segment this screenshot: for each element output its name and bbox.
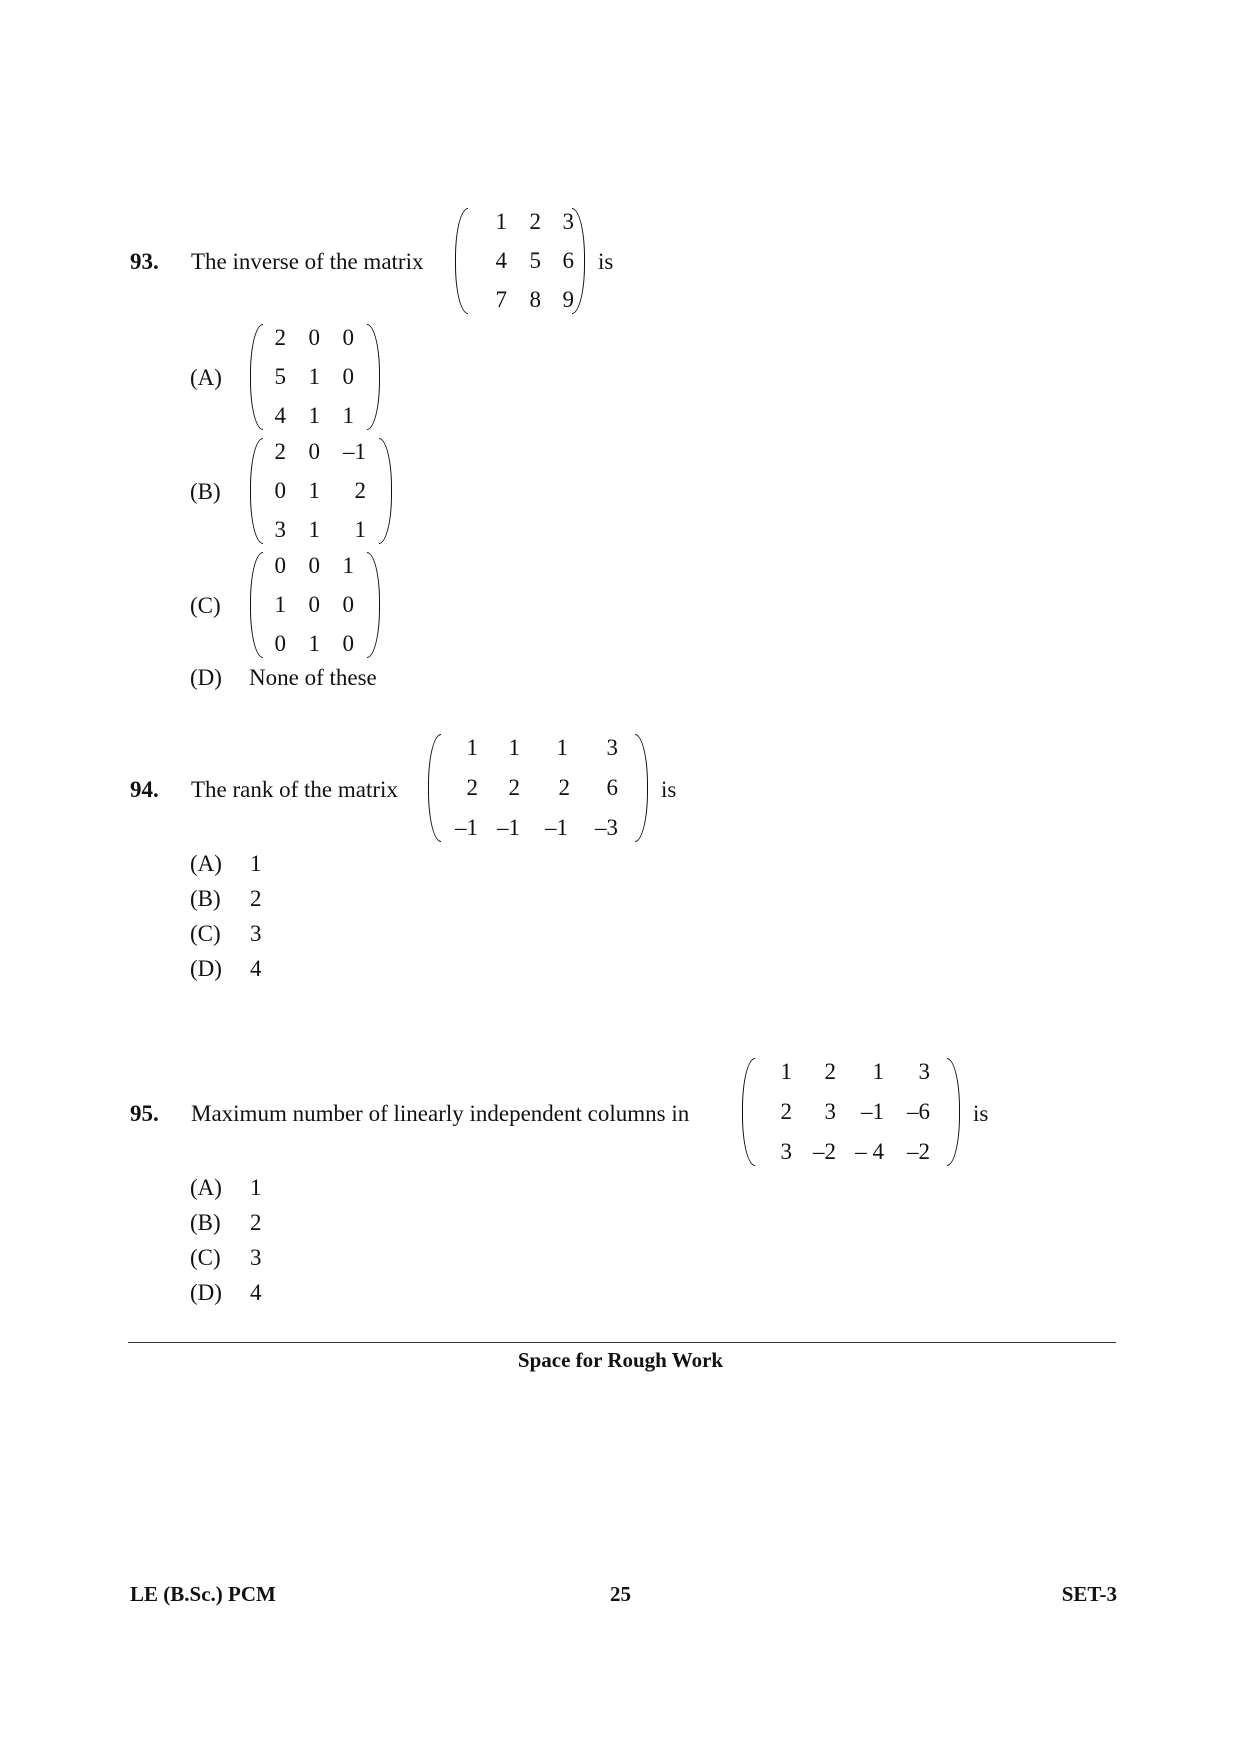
matrix-cell: –1 xyxy=(545,815,568,840)
option-text: 2 xyxy=(250,1210,262,1235)
matrix-cell: –1 xyxy=(455,815,478,840)
right-paren xyxy=(367,324,380,430)
matrix-cell: 1 xyxy=(556,735,568,760)
matrix-cell: 1 xyxy=(508,735,520,760)
option-text: None of these xyxy=(249,665,377,690)
matrix-cell: 3 xyxy=(274,517,286,542)
matrix-cell: 2 xyxy=(529,209,541,234)
matrix-cell: 2 xyxy=(508,775,520,800)
option-label: (C) xyxy=(190,593,221,618)
matrix-cell: 0 xyxy=(308,325,320,350)
matrix-cell: 4 xyxy=(495,248,507,273)
question-matrix xyxy=(455,208,585,314)
option-label: (D) xyxy=(190,956,222,981)
matrix-cell: –2 xyxy=(907,1139,930,1164)
matrix-cell: 2 xyxy=(780,1099,792,1124)
matrix-cell: 1 xyxy=(274,592,286,617)
option-label: (A) xyxy=(190,1175,222,1200)
matrix-cell: 1 xyxy=(308,403,320,428)
page-number: 25 xyxy=(610,1582,631,1606)
question-suffix: is xyxy=(973,1101,989,1126)
matrix-cell: –2 xyxy=(813,1139,836,1164)
matrix-cell: 1 xyxy=(308,631,320,656)
matrix-cell: 6 xyxy=(562,248,574,273)
question-number: 93. xyxy=(130,249,159,274)
matrix-cell: 0 xyxy=(274,553,286,578)
matrix-cell: 1 xyxy=(872,1059,884,1084)
option-label: (D) xyxy=(190,1280,222,1305)
question-number: 95. xyxy=(130,1101,159,1126)
matrix-cell: 1 xyxy=(342,553,354,578)
footer-exam-code: LE (B.Sc.) PCM xyxy=(130,1582,276,1606)
option-label: (A) xyxy=(190,851,222,876)
question-text: Maximum number of linearly independent columns in xyxy=(191,1101,690,1126)
option-label: (C) xyxy=(190,921,221,946)
matrix-cell: 0 xyxy=(342,631,354,656)
option-matrix xyxy=(250,438,392,544)
option-text: 3 xyxy=(250,921,262,946)
question-matrix xyxy=(742,1058,960,1166)
matrix-cell: –3 xyxy=(595,815,618,840)
matrix-cell: 0 xyxy=(342,364,354,389)
option-text: 2 xyxy=(250,886,262,911)
matrix-cell: 3 xyxy=(780,1139,792,1164)
left-paren xyxy=(742,1058,755,1166)
matrix-cell: 3 xyxy=(606,735,618,760)
question-number: 94. xyxy=(130,777,159,802)
matrix-cell: – 4 xyxy=(855,1139,884,1164)
matrix-cell: 2 xyxy=(558,775,570,800)
matrix-cell: 8 xyxy=(529,287,541,312)
right-paren xyxy=(379,438,392,544)
divider xyxy=(128,1342,1116,1343)
matrix-cell: 1 xyxy=(342,403,354,428)
matrix-cell: 2 xyxy=(274,439,286,464)
matrix-cell: 0 xyxy=(308,439,320,464)
matrix-cell: 0 xyxy=(274,478,286,503)
matrix-cell: 9 xyxy=(562,287,574,312)
left-paren xyxy=(455,208,468,314)
right-paren xyxy=(367,552,380,658)
option-label: (A) xyxy=(190,365,222,390)
matrix-cell: –1 xyxy=(861,1099,884,1124)
question-text: The inverse of the matrix xyxy=(191,249,424,274)
matrix-cell: –1 xyxy=(497,815,520,840)
matrix-cell: 0 xyxy=(342,325,354,350)
option-label: (B) xyxy=(190,479,221,504)
rough-work-heading: Space for Rough Work xyxy=(517,1348,724,1372)
option-label: (C) xyxy=(190,1245,221,1270)
matrix-cell: 3 xyxy=(918,1059,930,1084)
matrix-cell: 0 xyxy=(308,553,320,578)
matrix-cell: –1 xyxy=(343,439,366,464)
matrix-cell: 5 xyxy=(529,248,541,273)
matrix-cell: 2 xyxy=(824,1059,836,1084)
question-matrix xyxy=(428,734,648,842)
matrix-cell: 1 xyxy=(780,1059,792,1084)
matrix-cell: –6 xyxy=(907,1099,930,1124)
right-paren xyxy=(947,1058,960,1166)
option-text: 1 xyxy=(250,1175,262,1200)
matrix-cell: 5 xyxy=(274,364,286,389)
option-text: 4 xyxy=(250,1280,262,1305)
matrix-cell: 1 xyxy=(308,478,320,503)
matrix-cell: 1 xyxy=(466,735,478,760)
option-text: 3 xyxy=(250,1245,262,1270)
matrix-cell: 2 xyxy=(466,775,478,800)
matrix-cell: 4 xyxy=(274,403,286,428)
matrix-cell: 7 xyxy=(495,287,507,312)
option-label: (D) xyxy=(190,665,222,690)
question-suffix: is xyxy=(598,249,614,274)
matrix-cell: 1 xyxy=(495,209,507,234)
matrix-cell: 0 xyxy=(274,631,286,656)
right-paren xyxy=(635,734,648,842)
matrix-cell: 3 xyxy=(562,209,574,234)
matrix-cell: 2 xyxy=(354,478,366,503)
matrix-cell: 0 xyxy=(342,592,354,617)
matrix-cell: 1 xyxy=(308,517,320,542)
option-label: (B) xyxy=(190,1210,221,1235)
option-text: 1 xyxy=(250,851,262,876)
matrix-cell: 2 xyxy=(274,325,286,350)
matrix-cell: 3 xyxy=(824,1099,836,1124)
option-text: 4 xyxy=(250,956,262,981)
question-text: The rank of the matrix xyxy=(191,777,398,802)
option-matrix xyxy=(250,324,380,430)
matrix-cell: 6 xyxy=(606,775,618,800)
question-suffix: is xyxy=(661,777,677,802)
footer-set-code: SET-3 xyxy=(1061,1582,1117,1606)
option-matrix xyxy=(250,552,380,658)
matrix-cell: 1 xyxy=(354,517,366,542)
option-label: (B) xyxy=(190,886,221,911)
matrix-cell: 0 xyxy=(308,592,320,617)
matrix-cell: 1 xyxy=(308,364,320,389)
